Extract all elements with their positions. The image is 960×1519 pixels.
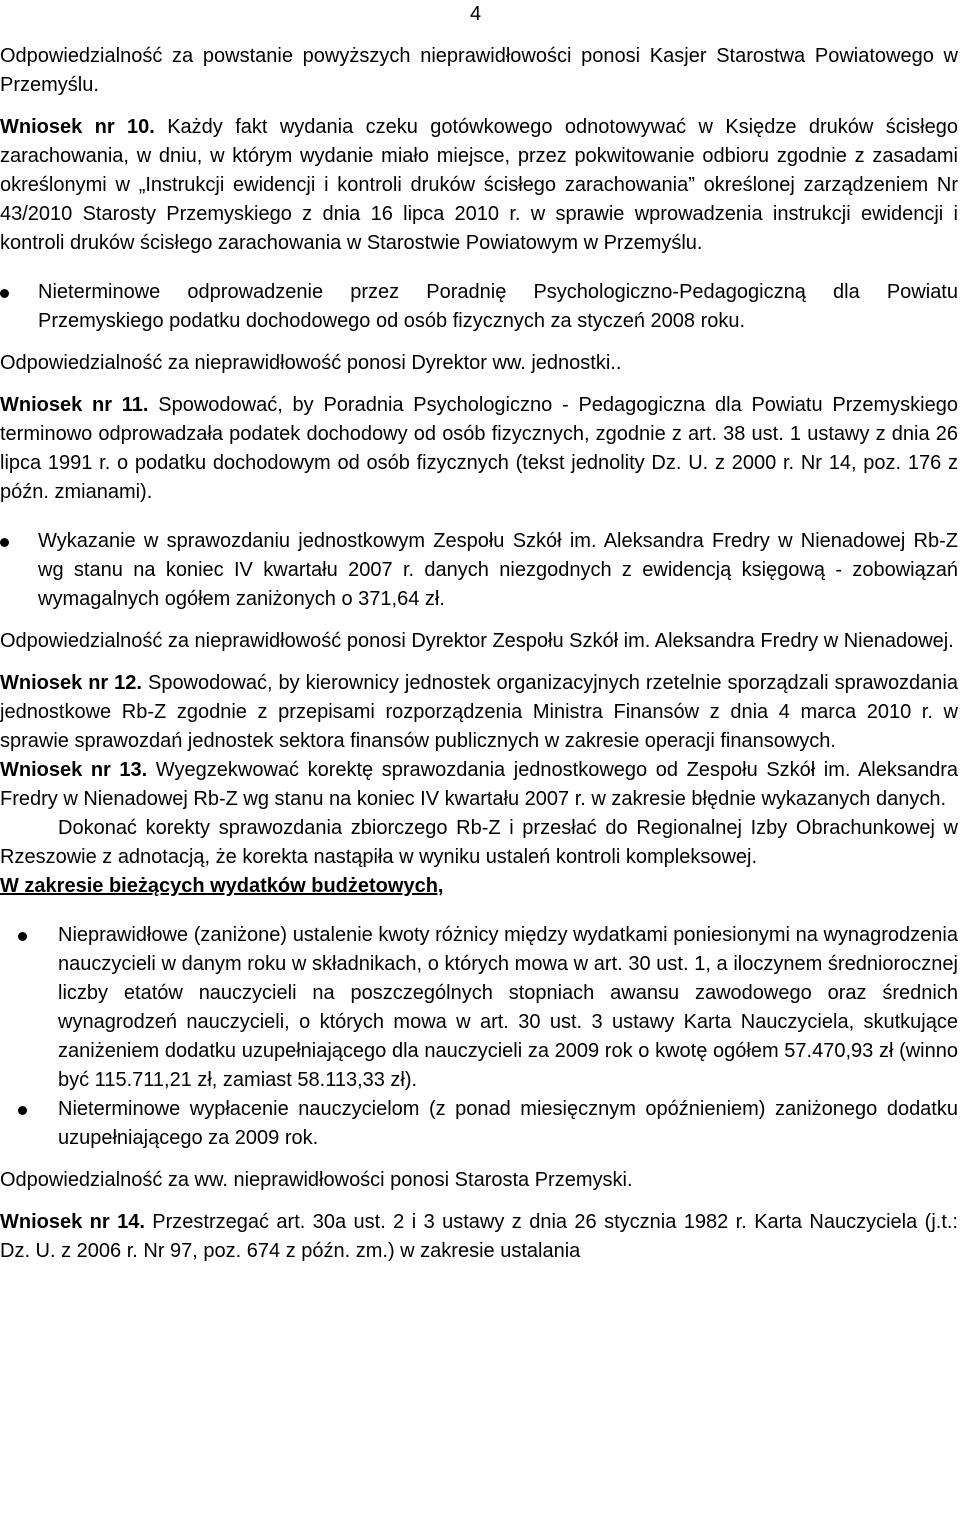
section-heading: W zakresie bieżących wydatków budżetowych, — [0, 875, 444, 897]
finding-bullet-4 — [0, 1095, 958, 1153]
recommendation-14-text: Przestrzegać art. 30a ust. 2 i 3 ustawy z dnia 26 stycznia 1982 r. Karta Nauczyciela (j.t.: Dz. U. z 2006 r. Nr 97, poz. 674 z późn. zm.) w zakresie ustalania — [0, 1211, 958, 1262]
finding-bullet-1-text: Nieterminowe odprowadzenie przez Poradnię Psychologiczno-Pedagogiczną dla Powiatu Przemyskiego podatku dochodowego od osób fizycznych za styczeń 2008 roku. — [38, 281, 958, 332]
document-body — [0, 42, 958, 1266]
recommendation-11 — [0, 391, 958, 507]
responsibility-paragraph-cashier: Odpowiedzialność za powstanie powyższych nieprawidłowości ponosi Kasjer Starostwa Powiatowego w Przemyślu. — [0, 45, 958, 96]
finding-bullet-2 — [0, 527, 958, 614]
bullet-dot-icon — [18, 1106, 27, 1115]
responsibility-paragraph-director: Odpowiedzialność za nieprawidłowość ponosi Dyrektor ww. jednostki.. — [0, 352, 622, 374]
recommendation-12 — [0, 669, 958, 756]
recommendation-14-label: Wniosek nr 14. — [0, 1211, 145, 1233]
bullet-dot-icon — [0, 538, 9, 547]
finding-bullet-3-text: Nieprawidłowe (zaniżone) ustalenie kwoty różnicy między wydatkami poniesionymi na wynagrodzenia nauczycieli w danym roku w składnikach, o których mowa w art. 30 ust. 1, a iloczynem średniorocznej liczby etatów nauczycieli na poszczególnych stopniach awansu zawodowego oraz średnich wynagrodzeń nauczycieli, o których mowa w art. 30 ust. 3 ustawy Karta Nauczyciela, skutkujące zaniżeniem dodatku uzupełniającego dla nauczycieli za 2009 rok o kwotę ogółem 57.470,93 zł (winno być 115.711,21 zł, zamiast 58.113,33 zł). — [58, 924, 958, 1091]
recommendation-10 — [0, 113, 958, 258]
recommendation-13-label: Wniosek nr 13. — [0, 759, 148, 781]
bullet-dot-icon — [18, 932, 27, 941]
recommendation-11-label: Wniosek nr 11. — [0, 394, 149, 416]
finding-bullet-4-text: Nieterminowe wypłacenie nauczycielom (z ponad miesięcznym opóźnieniem) zaniżonego dodatku uzupełniającego za 2009 rok. — [58, 1098, 958, 1149]
recommendation-13-continuation: Dokonać korekty sprawozdania zbiorczego Rb-Z i przesłać do Regionalnej Izby Obrachunkowej w Rzeszowie z adnotacją, że korekta nastąpiła w wyniku ustaleń kontroli kompleksowej. — [0, 817, 958, 868]
recommendation-14 — [0, 1208, 958, 1266]
responsibility-paragraph-starosta: Odpowiedzialność za ww. nieprawidłowości ponosi Starosta Przemyski. — [0, 1169, 633, 1191]
recommendation-11-text: Spowodować, by Poradnia Psychologiczno - Pedagogiczna dla Powiatu Przemyskiego terminowo odprowadzała podatek dochodowy od osób fizycznych, zgodnie z art. 38 ust. 1 ustawy z dnia 26 lipca 1991 r. o podatku dochodowym od osób fizycznych (tekst jednolity Dz. U. z 2000 r. Nr 14, poz. 176 z późn. zmianami). — [0, 394, 958, 503]
page-number: 4 — [470, 3, 482, 25]
recommendation-12-text: Spowodować, by kierownicy jednostek organizacyjnych rzetelnie sporządzali sprawozdania jednostkowe Rb-Z zgodnie z przepisami rozporządzenia Ministra Finansów z dnia 4 marca 2010 r. w sprawie sprawozdań jednostek sektora finansów publicznych w zakresie operacji finansowych. — [0, 672, 958, 752]
responsibility-paragraph-school-director: Odpowiedzialność za nieprawidłowość ponosi Dyrektor Zespołu Szkół im. Aleksandra Fredry w Nienadowej. — [0, 630, 954, 652]
recommendation-12-label: Wniosek nr 12. — [0, 672, 142, 694]
recommendation-10-label: Wniosek nr 10. — [0, 116, 155, 138]
bullet-dot-icon — [0, 289, 9, 298]
recommendation-13 — [0, 756, 958, 814]
recommendation-13-text: Wyegzekwować korektę sprawozdania jednostkowego od Zespołu Szkół im. Aleksandra Fredry w Nienadowej Rb-Z wg stanu na koniec IV kwartału 2007 r. w zakresie błędnie wykazanych danych. — [0, 759, 959, 810]
finding-bullet-1 — [0, 278, 958, 336]
finding-bullet-3 — [0, 921, 958, 1095]
recommendation-10-text: Każdy fakt wydania czeku gotówkowego odnotowywać w Księdze druków ścisłego zarachowania, w dniu, w którym wydanie miało miejsce, przez pokwitowanie odbioru zgodnie z zasadami określonymi w „Instrukcji ewidencji i kontroli druków ścisłego zarachowania” określonej zarządzeniem Nr 43/2010 Starosty Przemyskiego z dnia 16 lipca 2010 r. w sprawie wprowadzenia instrukcji ewidencji i kontroli druków ścisłego zarachowania w Starostwie Powiatowym w Przemyślu. — [0, 116, 958, 254]
finding-bullet-2-text: Wykazanie w sprawozdaniu jednostkowym Zespołu Szkół im. Aleksandra Fredry w Nienadowej Rb-Z wg stanu na koniec IV kwartału 2007 r. danych niezgodnych z ewidencją księgową - zobowiązań wymagalnych ogółem zaniżonych o 371,64 zł. — [38, 530, 958, 610]
